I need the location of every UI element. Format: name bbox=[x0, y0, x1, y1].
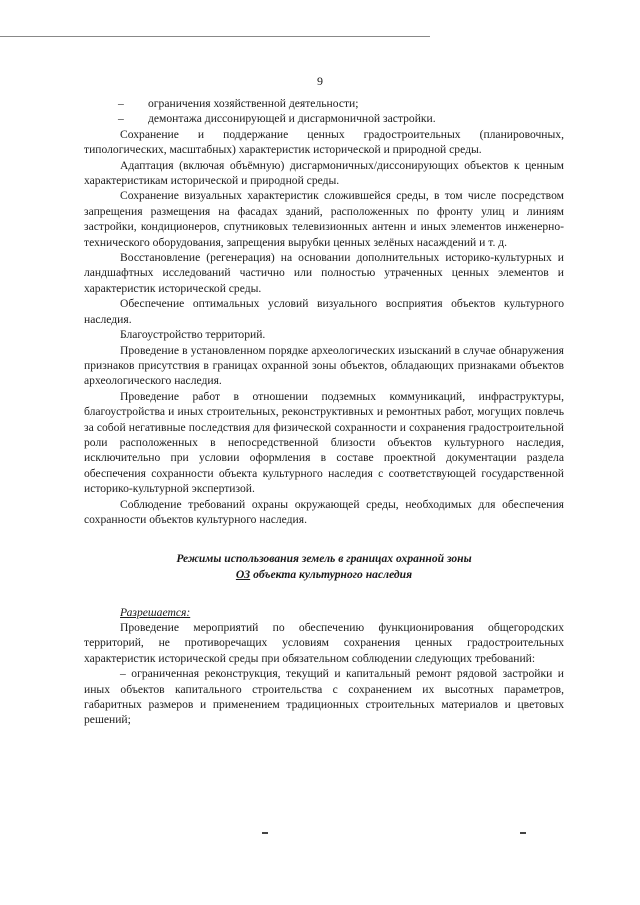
list-item bbox=[84, 96, 564, 111]
paragraph: Проведение мероприятий по обеспечению функционирования общегородских территорий, не противоречащих условиям сохранения ценных градостроительных характеристик исторической среды при обязательном соблюдении следующих требований: bbox=[84, 620, 564, 665]
list-item-text: ограничения хозяйственной деятельности; bbox=[148, 97, 359, 110]
zone-code: ОЗ bbox=[235, 567, 251, 581]
page-number: 9 bbox=[317, 74, 323, 88]
paragraph: Проведение работ в отношении подземных коммуникаций, инфраструктуры, благоустройства и иных строительных, реконструктивных и ремонтных работ, могущих повлечь за собой негативные последствия для физической сохранности и сохранения градостроительной роли расположенных в непосредственной близости объектов культурного наследия, исключительно при условии оформления в составе проектной документации раздела обеспечения сохранности объекта культурного наследия с соответствующей государственной историко-культурной экспертизой. bbox=[84, 389, 564, 496]
paragraph: Проведение в установленном порядке археологических изысканий в случае обнаружения признаков присутствия в границах охранной зоны объектов, обладающих признаками объектов археологического наследия. bbox=[84, 343, 564, 388]
paragraph: Соблюдение требований охраны окружающей среды, необходимых для обеспечения сохранности объектов культурного наследия. bbox=[84, 497, 564, 526]
list-item-text: демонтажа диссонирующей и дисгармоничной застройки. bbox=[148, 112, 436, 126]
bullet-dash: – bbox=[118, 112, 124, 126]
bullet-dash: – bbox=[118, 97, 124, 110]
paragraph: Обеспечение оптимальных условий визуального восприятия объектов культурного наследия. bbox=[84, 297, 564, 326]
document-body bbox=[84, 96, 564, 728]
paragraph: – ограниченная реконструкция, текущий и капитальный ремонт рядовой застройки и иных объектов капитального строительства с сохранением их высотных параметров, габаритных размеров и применением традиционных строительных материалов и цветовых решений; bbox=[84, 667, 564, 727]
section-heading-line2-rest: объекта культурного наследия bbox=[250, 567, 413, 581]
section-heading bbox=[84, 551, 564, 582]
paragraph: Сохранение и поддержание ценных градостроительных (планировочных, типологических, масштабных) характеристик исторической и природной среды. bbox=[84, 127, 564, 157]
section-heading-line2 bbox=[84, 567, 564, 583]
paragraph: Сохранение визуальных характеристик сложившейся среды, в том числе посредством запрещения размещения на фасадах зданий, расположенных по фронту улиц и линиям застройки, кондиционеров, спутниковых телевизионных антенн и иных элементов инженерно-технического оборудования, запрещения вырубки ценных зелёных насаждений и т. д. bbox=[84, 189, 564, 249]
scan-mark bbox=[520, 832, 526, 834]
permitted-label: Разрешается: bbox=[120, 605, 191, 619]
section-heading-line1: Режимы использования земель в границах охранной зоны bbox=[176, 552, 472, 566]
paragraph: Восстановление (регенерация) на основании дополнительных историко-культурных и ландшафтных исследований частично или полностью утраченных ценных элементов и характеристик исторической среды. bbox=[84, 251, 564, 295]
paragraph: Адаптация (включая объёмную) дисгармоничных/диссонирующих объектов к ценным характеристикам исторической и природной среды. bbox=[84, 158, 564, 188]
scan-top-rule bbox=[0, 36, 430, 37]
paragraph: Благоустройство территорий. bbox=[120, 328, 266, 342]
list-item bbox=[84, 111, 564, 126]
scan-mark bbox=[262, 832, 268, 834]
